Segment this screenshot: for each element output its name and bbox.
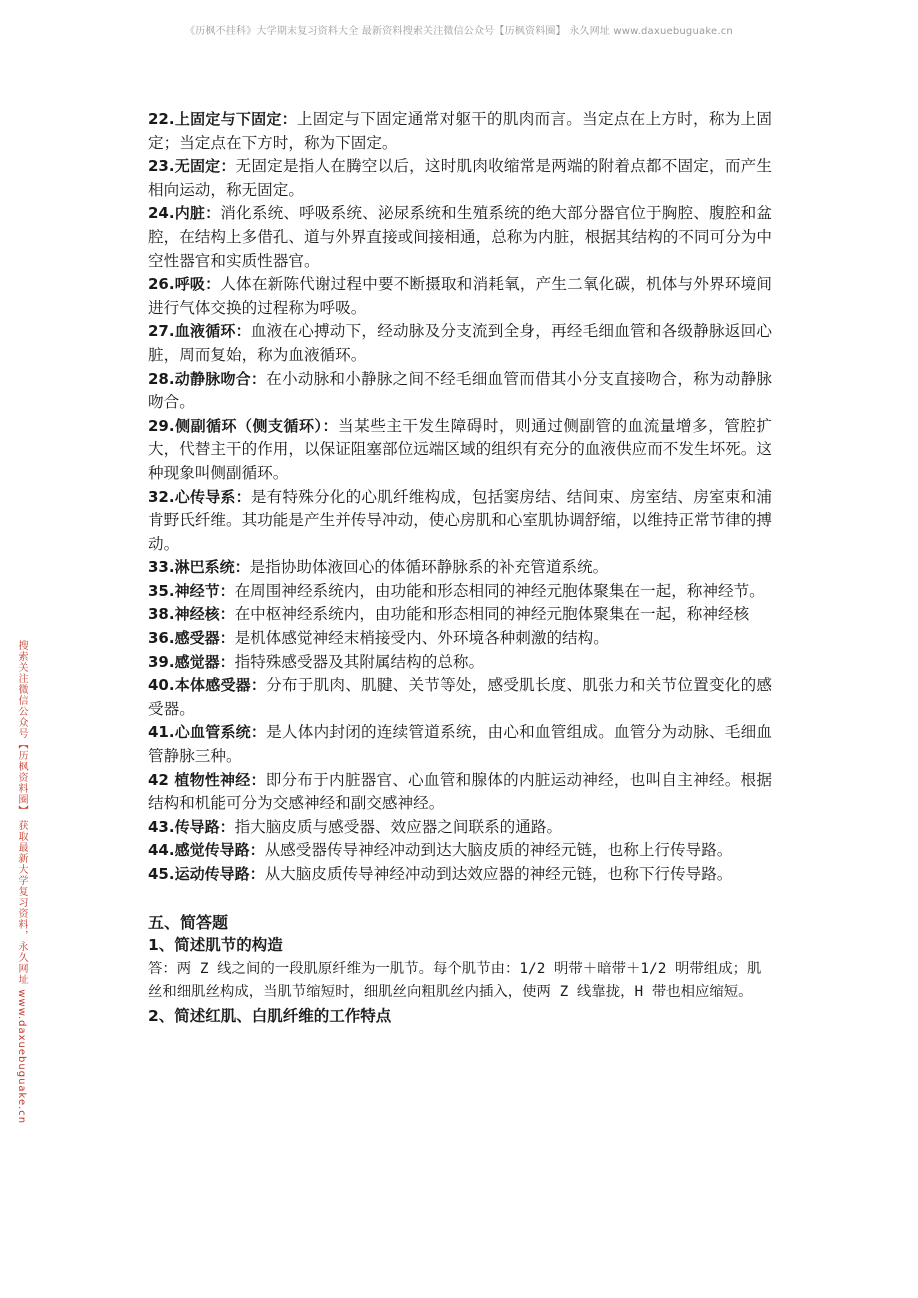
glossary-entry <box>148 486 772 557</box>
entry-text: 上固定与下固定通常对躯干的肌肉而言。当定点在上方时，称为上固定；当定点在下方时，称为下固定。 <box>148 110 772 152</box>
entry-term: 35.神经节： <box>148 581 235 600</box>
entry-text: 指大脑皮质与感受器、效应器之间联系的通路。 <box>234 817 563 836</box>
entry-term: 42 植物性神经： <box>148 770 266 789</box>
entry-term: 41.心血管系统： <box>148 723 267 742</box>
entry-text: 血液在心搏动下，经动脉及分支流到全身，再经毛细血管和各级静脉返回心脏，周而复始，称为血液循环。 <box>148 322 772 364</box>
glossary-entry <box>148 603 772 627</box>
entry-text: 指特殊感受器及其附属结构的总称。 <box>234 652 485 671</box>
glossary-entry <box>148 816 772 840</box>
page-header-watermark: 《历枫不挂科》大学期末复习资料大全 最新资料搜索关注微信公众号【历枫资料圈】 永久网址 www.daxuebuguake.cn <box>185 26 733 37</box>
glossary-entry <box>148 108 772 155</box>
entry-text: 是机体感觉神经末梢接受内、外环境各种刺激的结构。 <box>234 629 609 648</box>
entry-term: 38.神经核： <box>148 605 235 624</box>
glossary-entry <box>148 580 772 604</box>
glossary-entry <box>148 627 772 651</box>
entry-term: 29.侧副循环（侧支循环）： <box>148 416 339 435</box>
entry-term: 43.传导路： <box>148 817 235 836</box>
entry-term: 44.感觉传导路： <box>148 841 265 860</box>
entry-term: 40.本体感受器： <box>148 676 267 695</box>
entry-text: 是有特殊分化的心肌纤维构成，包括窦房结、结间束、房室结、房室束和浦肯野氏纤维。其功能是产生并传导冲动，使心房肌和心室肌协调舒缩，以维持正常节律的搏动。 <box>148 487 772 553</box>
glossary-entry <box>148 839 772 863</box>
entry-term: 33.淋巴系统： <box>148 558 250 577</box>
entry-text: 在周围神经系统内，由功能和形态相同的神经元胞体聚集在一起，称神经节。 <box>234 581 765 600</box>
entry-text: 当某些主干发生障碍时，则通过侧副管的血流量增多，管腔扩大，代替主干的作用，以保证阻塞部位远端区域的组织有充分的血液供应而不发生坏死。这种现象叫侧副循环。 <box>148 416 772 482</box>
entry-text: 消化系统、呼吸系统、泌尿系统和生殖系统的绝大部分器官位于胸腔、腹腔和盆腔，在结构上多借孔、道与外界直接或间接相通，总称为内脏，根据其结构的不同可分为中空性器官和实质性器官。 <box>148 204 772 270</box>
entry-term: 22.上固定与下固定： <box>148 110 297 128</box>
answer-text: 答：两 Z 线之间的一段肌原纤维为一肌节。每个肌节由：1/2 明带＋暗带＋1/2 明带组成；肌丝和细肌丝构成，当肌节缩短时，细肌丝向粗肌丝内插入，使两 Z 线靠拢，H 带也相应缩短。 <box>148 960 762 1001</box>
entry-text: 在中枢神经系统内，由功能和形态相同的神经元胞体聚集在一起，称神经核 <box>234 605 750 624</box>
glossary-entry <box>148 202 772 273</box>
side-watermark: 搜索关注微信公众号【历枫资料圈】 获取最新大学复习资料，永久网址 www.daxuebuguake.cn <box>16 640 27 1125</box>
glossary-entry <box>148 155 772 202</box>
glossary-entry <box>148 863 772 887</box>
entry-term: 28.动静脉吻合： <box>148 369 267 388</box>
glossary-entry <box>148 273 772 320</box>
document-body <box>148 108 772 1029</box>
glossary-entry <box>148 721 772 768</box>
entry-term: 45.运动传导路： <box>148 865 265 883</box>
question-heading: 1、简述肌节的构造 <box>148 936 283 955</box>
section-heading: 五、简答题 <box>148 912 229 932</box>
entry-term: 26.呼吸： <box>148 275 221 294</box>
entry-text: 人体在新陈代谢过程中要不断摄取和消耗氧，产生二氧化碳，机体与外界环境间进行气体交换的过程称为呼吸。 <box>148 275 772 317</box>
entry-text: 从大脑皮质传导神经冲动到达效应器的神经元链，也称下行传导路。 <box>264 865 733 883</box>
entry-term: 32.心传导系： <box>148 487 251 506</box>
entry-term: 27.血液循环： <box>148 322 251 341</box>
glossary-entry <box>148 769 772 816</box>
entry-text: 从感受器传导神经冲动到达大脑皮质的神经元链，也称上行传导路。 <box>264 841 733 860</box>
entry-text: 分布于肌肉、肌腱、关节等处，感受肌长度、肌张力和关节位置变化的感受器。 <box>148 676 772 718</box>
entry-text: 是指协助体液回心的体循环静脉系的补充管道系统。 <box>249 558 609 577</box>
entry-term: 23.无固定： <box>148 157 236 176</box>
question-heading: 2、简述红肌、白肌纤维的工作特点 <box>148 1006 392 1025</box>
glossary-entry <box>148 674 772 721</box>
entry-text: 是人体内封闭的连续管道系统，由心和血管组成。血管分为动脉、毛细血管静脉三种。 <box>148 723 772 766</box>
glossary-entry <box>148 651 772 675</box>
entry-text: 在小动脉和小静脉之间不经毛细血管而借其小分支直接吻合，称为动静脉吻合。 <box>148 369 772 412</box>
glossary-entry <box>148 320 772 367</box>
entry-term: 36.感受器： <box>148 629 235 648</box>
entry-term: 39.感觉器： <box>148 652 235 671</box>
glossary-entry <box>148 556 772 580</box>
entry-text: 无固定是指人在腾空以后，这时肌肉收缩常是两端的附着点都不固定，而产生相向运动，称无固定。 <box>148 157 772 199</box>
entry-text: 即分布于内脏器官、心血管和腺体的内脏运动神经，也叫自主神经。根据结构和机能可分为交感神经和副交感神经。 <box>148 770 772 813</box>
entry-term: 24.内脏： <box>148 204 221 223</box>
glossary-entry <box>148 368 772 415</box>
glossary-entry <box>148 415 772 486</box>
